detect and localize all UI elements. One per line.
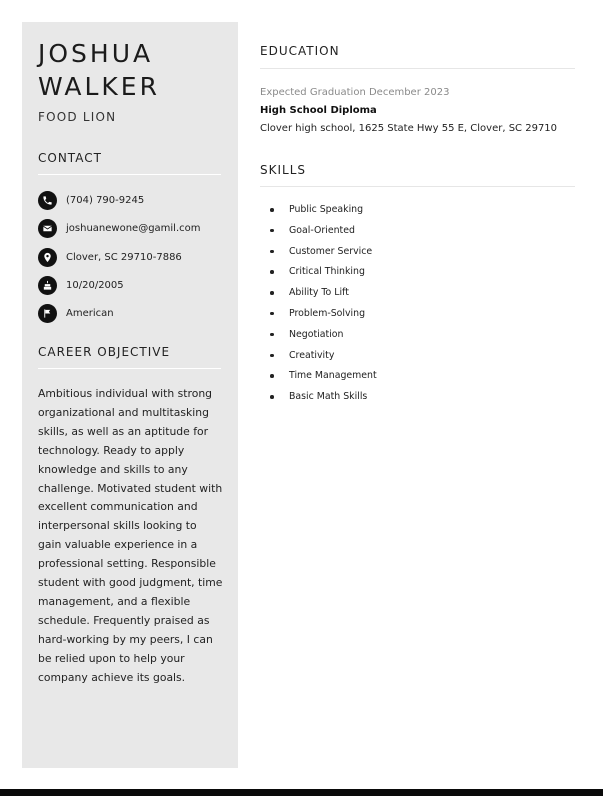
bottom-bar: [0, 789, 603, 796]
last-name: WALKER: [38, 72, 160, 101]
skill-item: Customer Service: [260, 242, 377, 263]
phone-text: (704) 790-9245: [66, 194, 145, 206]
first-name: JOSHUA: [38, 39, 154, 68]
contact-location: [38, 247, 182, 267]
contact-birthdate: [38, 275, 124, 295]
skill-item: Time Management: [260, 366, 377, 387]
skill-item: Ability To Lift: [260, 283, 377, 304]
skill-item: Basic Math Skills: [260, 387, 377, 408]
contact-nationality: [38, 303, 114, 323]
nationality-text: American: [66, 307, 114, 319]
objective-text: Ambitious individual with strong organizational and multitasking skills, as well as an aptitude for technology. Ready to apply knowledge and skills to any challenge. Motivated student with excellent communication and interpersonal skills looking to gain valuable experience in a professional setting. Responsible student with good judgment, time management, and a flexible schedule. Frequently praised as hard-working by my peers, I can be relied upon to help your company achieve its goals.: [38, 387, 223, 684]
skill-item: Critical Thinking: [260, 262, 377, 283]
skills-divider: [260, 186, 575, 187]
location-text: Clover, SC 29710-7886: [66, 251, 182, 263]
email-text: joshuanewone@gamil.com: [66, 222, 201, 234]
location-icon: [38, 248, 57, 267]
email-icon: [38, 219, 57, 238]
birthday-icon: [38, 276, 57, 295]
contact-phone: [38, 190, 144, 210]
education-school: Clover high school, 1625 State Hwy 55 E, Clover, SC 29710: [260, 123, 558, 134]
contact-divider: [38, 174, 221, 175]
sidebar: [22, 22, 238, 768]
skill-item: Creativity: [260, 346, 377, 367]
skill-item: Negotiation: [260, 325, 377, 346]
company-name: FOOD LION: [38, 110, 117, 124]
education-degree: High School Diploma: [260, 105, 377, 116]
education-date: Expected Graduation December 2023: [260, 87, 450, 98]
contact-email: [38, 218, 201, 238]
skills-list: [260, 200, 377, 408]
skill-item: Goal-Oriented: [260, 221, 377, 242]
objective-heading: CAREER OBJECTIVE: [38, 345, 171, 359]
education-divider: [260, 68, 575, 69]
education-heading: EDUCATION: [260, 44, 340, 58]
objective-divider: [38, 368, 221, 369]
skills-heading: SKILLS: [260, 163, 307, 177]
skill-item: Public Speaking: [260, 200, 377, 221]
phone-icon: [38, 191, 57, 210]
skill-item: Problem-Solving: [260, 304, 377, 325]
contact-heading: CONTACT: [38, 151, 102, 165]
flag-icon: [38, 304, 57, 323]
birthdate-text: 10/20/2005: [66, 279, 124, 291]
